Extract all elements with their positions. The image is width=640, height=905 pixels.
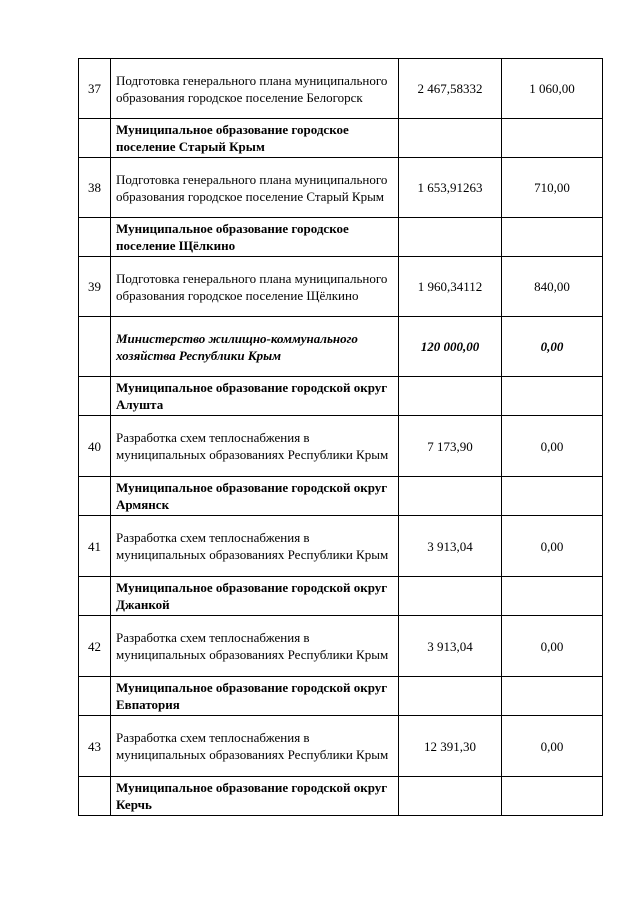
table-row <box>79 158 603 218</box>
value-1-cell <box>399 477 502 516</box>
section-heading-row <box>79 119 603 158</box>
value-2-cell: 0,00 <box>502 616 603 677</box>
section-heading-row <box>79 477 603 516</box>
value-1-cell: 3 913,04 <box>399 516 502 577</box>
value-2-cell <box>502 677 603 716</box>
value-1-cell <box>399 218 502 257</box>
row-number-cell: 39 <box>79 257 111 317</box>
row-number-cell <box>79 377 111 416</box>
value-2-cell <box>502 477 603 516</box>
section-heading-row <box>79 377 603 416</box>
row-number-cell <box>79 218 111 257</box>
value-2-cell: 840,00 <box>502 257 603 317</box>
section-title-cell: Муниципальное образование городской округ Алушта <box>111 377 399 416</box>
row-number-cell <box>79 777 111 816</box>
value-1-cell: 120 000,00 <box>399 317 502 377</box>
section-heading-row <box>79 577 603 616</box>
value-1-cell: 7 173,90 <box>399 416 502 477</box>
value-2-cell <box>502 777 603 816</box>
row-number-cell <box>79 317 111 377</box>
row-description-cell: Подготовка генерального плана муниципального образования городское поселение Щёлкино <box>111 257 399 317</box>
value-2-cell: 0,00 <box>502 416 603 477</box>
section-heading-row <box>79 677 603 716</box>
row-description-cell: Разработка схем теплоснабжения в муниципальных образованиях Республики Крым <box>111 616 399 677</box>
section-title-cell: Муниципальное образование городской округ Джанкой <box>111 577 399 616</box>
value-1-cell: 3 913,04 <box>399 616 502 677</box>
section-heading-row <box>79 777 603 816</box>
value-2-cell: 0,00 <box>502 716 603 777</box>
row-number-cell: 37 <box>79 59 111 119</box>
row-description-cell: Разработка схем теплоснабжения в муниципальных образованиях Республики Крым <box>111 516 399 577</box>
value-1-cell <box>399 377 502 416</box>
value-2-cell: 0,00 <box>502 516 603 577</box>
section-title-cell: Муниципальное образование городское поселение Щёлкино <box>111 218 399 257</box>
value-1-cell <box>399 577 502 616</box>
table-row <box>79 416 603 477</box>
value-2-cell: 1 060,00 <box>502 59 603 119</box>
row-number-cell <box>79 477 111 516</box>
section-heading-row <box>79 218 603 257</box>
value-1-cell <box>399 777 502 816</box>
value-2-cell: 710,00 <box>502 158 603 218</box>
row-number-cell: 40 <box>79 416 111 477</box>
section-title-cell: Муниципальное образование городской округ Евпатория <box>111 677 399 716</box>
section-title-cell: Муниципальное образование городское поселение Старый Крым <box>111 119 399 158</box>
table-row <box>79 257 603 317</box>
table-row <box>79 59 603 119</box>
row-number-cell <box>79 577 111 616</box>
section-title-cell: Муниципальное образование городской округ Армянск <box>111 477 399 516</box>
value-2-cell <box>502 119 603 158</box>
budget-table <box>78 58 603 816</box>
row-number-cell <box>79 677 111 716</box>
table-row <box>79 616 603 677</box>
row-number-cell: 42 <box>79 616 111 677</box>
ministry-heading-row <box>79 317 603 377</box>
table-body <box>79 59 603 816</box>
row-number-cell: 43 <box>79 716 111 777</box>
row-description-cell: Разработка схем теплоснабжения в муниципальных образованиях Республики Крым <box>111 716 399 777</box>
value-1-cell: 2 467,58332 <box>399 59 502 119</box>
value-2-cell: 0,00 <box>502 317 603 377</box>
row-number-cell: 41 <box>79 516 111 577</box>
value-1-cell: 12 391,30 <box>399 716 502 777</box>
value-2-cell <box>502 218 603 257</box>
table-row <box>79 516 603 577</box>
row-description-cell: Подготовка генерального плана муниципального образования городское поселение Белогорск <box>111 59 399 119</box>
value-1-cell <box>399 119 502 158</box>
row-description-cell: Подготовка генерального плана муниципального образования городское поселение Старый Крым <box>111 158 399 218</box>
value-2-cell <box>502 577 603 616</box>
value-1-cell: 1 960,34112 <box>399 257 502 317</box>
value-1-cell: 1 653,91263 <box>399 158 502 218</box>
section-title-cell: Муниципальное образование городской округ Керчь <box>111 777 399 816</box>
row-number-cell <box>79 119 111 158</box>
section-title-cell: Министерство жилищно-коммунального хозяйства Республики Крым <box>111 317 399 377</box>
value-2-cell <box>502 377 603 416</box>
value-1-cell <box>399 677 502 716</box>
row-description-cell: Разработка схем теплоснабжения в муниципальных образованиях Республики Крым <box>111 416 399 477</box>
row-number-cell: 38 <box>79 158 111 218</box>
table-row <box>79 716 603 777</box>
